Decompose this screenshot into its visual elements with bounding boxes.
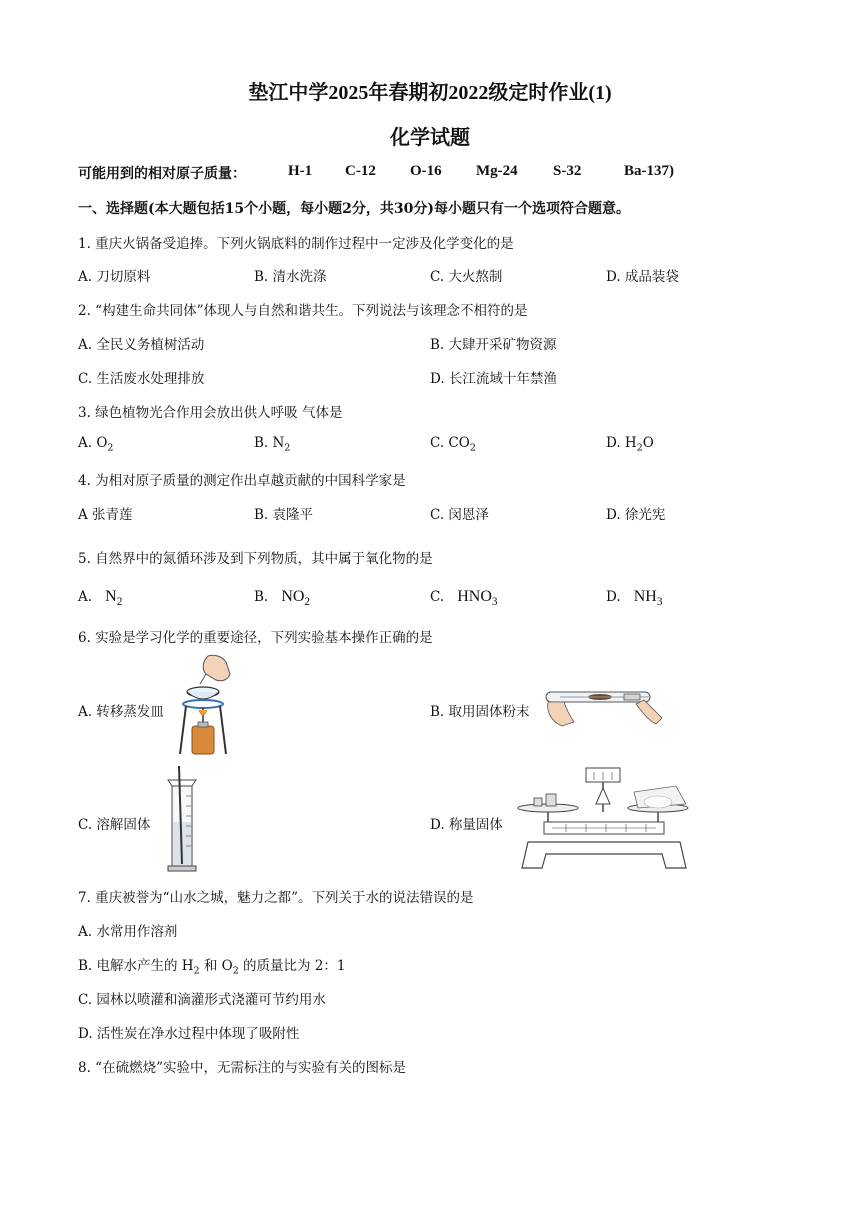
page-title: 垫江中学2025年春期初2022级定时作业(1) <box>248 82 612 104</box>
question-3-option-b[interactable]: B. $N_2$ <box>254 435 291 454</box>
page-subtitle: 化学试题 <box>390 127 470 149</box>
question-6-option-b[interactable]: B. 取用固体粉末 <box>430 704 530 720</box>
question-4-option-b[interactable]: B. 袁隆平 <box>254 507 314 523</box>
question-3-option-c[interactable]: C. $CO_2$ <box>430 435 476 454</box>
question-1-option-c[interactable]: C. 大火熬制 <box>430 269 503 285</box>
question-7-option-c[interactable]: C. 园林以喷灌和滴灌形式浇灌可节约用水 <box>78 992 326 1008</box>
question-5-option-d[interactable]: D. $NH_3$ <box>606 588 663 608</box>
question-6-stem: 6. 实验是学习化学的重要途径，下列实验基本操作正确的是 <box>78 630 433 646</box>
question-5-option-b[interactable]: B. $NO_2$ <box>254 588 311 608</box>
atomic-mass-h: H-1 <box>288 163 313 179</box>
question-6-option-d[interactable]: D. 称量固体 <box>430 817 503 833</box>
question-7-option-b[interactable]: B. 电解水产生的 $H_2$ 和 $O_2$ 的质量比为 2：1 <box>78 958 346 977</box>
question-3-option-d[interactable]: D. $H_2O$ <box>606 435 654 454</box>
atomic-mass-label: 可能用到的相对原子质量： <box>78 166 246 182</box>
question-4-stem: 4. 为相对原子质量的测定作出卓越贡献的中国科学家是 <box>78 473 406 489</box>
question-2-option-c[interactable]: C. 生活废水处理排放 <box>78 371 205 387</box>
question-1-stem: 1. 重庆火锅备受追捧。下列火锅底料的制作过程中一定涉及化学变化的是 <box>78 236 514 252</box>
atomic-mass-o: O-16 <box>410 163 442 179</box>
atomic-mass-mg: Mg-24 <box>476 163 518 179</box>
question-2-stem: 2. “构建生命共同体”体现人与自然和谐共生。下列说法与该理念不相符的是 <box>78 303 528 319</box>
atomic-mass-c: C-12 <box>345 163 376 179</box>
question-2-option-b[interactable]: B. 大肆开采矿物资源 <box>430 337 557 353</box>
question-7-option-d[interactable]: D. 活性炭在净水过程中体现了吸附性 <box>78 1026 300 1042</box>
question-2-option-a[interactable]: A. 全民义务植树活动 <box>78 337 205 353</box>
evaporating-dish-illustration <box>178 654 240 760</box>
question-4-option-a[interactable]: A 张青莲 <box>78 507 133 523</box>
balance-scale-illustration <box>516 764 692 872</box>
section-heading: 一、选择题(本大题包括15个小题，每小题2分，共30分)每小题只有一个选项符合题意。 <box>78 201 630 217</box>
question-6-option-c[interactable]: C. 溶解固体 <box>78 817 151 833</box>
question-5-option-c[interactable]: C. $HNO_3$ <box>430 588 498 608</box>
question-7-option-a[interactable]: A. 水常用作溶剂 <box>78 924 178 940</box>
question-4-option-c[interactable]: C. 闵恩泽 <box>430 507 489 523</box>
question-4-option-d[interactable]: D. 徐光宪 <box>606 507 666 523</box>
question-3-option-a[interactable]: A. $O_2$ <box>78 435 114 454</box>
atomic-mass-ba: Ba-137) <box>624 163 674 179</box>
atomic-mass-line <box>78 163 246 183</box>
question-1-option-d[interactable]: D. 成品装袋 <box>606 269 679 285</box>
question-5-stem: 5. 自然界中的氮循环涉及到下列物质，其中属于氧化物的是 <box>78 551 433 567</box>
question-7-stem: 7. 重庆被誉为“山水之城，魅力之都”。下列关于水的说法错误的是 <box>78 890 474 906</box>
question-5-option-a[interactable]: A. $N_2$ <box>78 588 123 608</box>
question-1-option-b[interactable]: B. 清水洗涤 <box>254 269 327 285</box>
question-6-option-a[interactable]: A. 转移蒸发皿 <box>78 704 164 720</box>
graduated-cylinder-illustration <box>166 766 198 872</box>
question-8-stem: 8. “在硫燃烧”实验中，无需标注的与实验有关的图标是 <box>78 1060 406 1076</box>
atomic-mass-s: S-32 <box>553 163 582 179</box>
question-1-option-a[interactable]: A. 刀切原料 <box>78 269 151 285</box>
test-tube-powder-illustration <box>540 682 664 732</box>
question-2-option-d[interactable]: D. 长江流域十年禁渔 <box>430 371 557 387</box>
question-3-stem: 3. 绿色植物光合作用会放出供人呼吸 气体是 <box>78 405 343 421</box>
